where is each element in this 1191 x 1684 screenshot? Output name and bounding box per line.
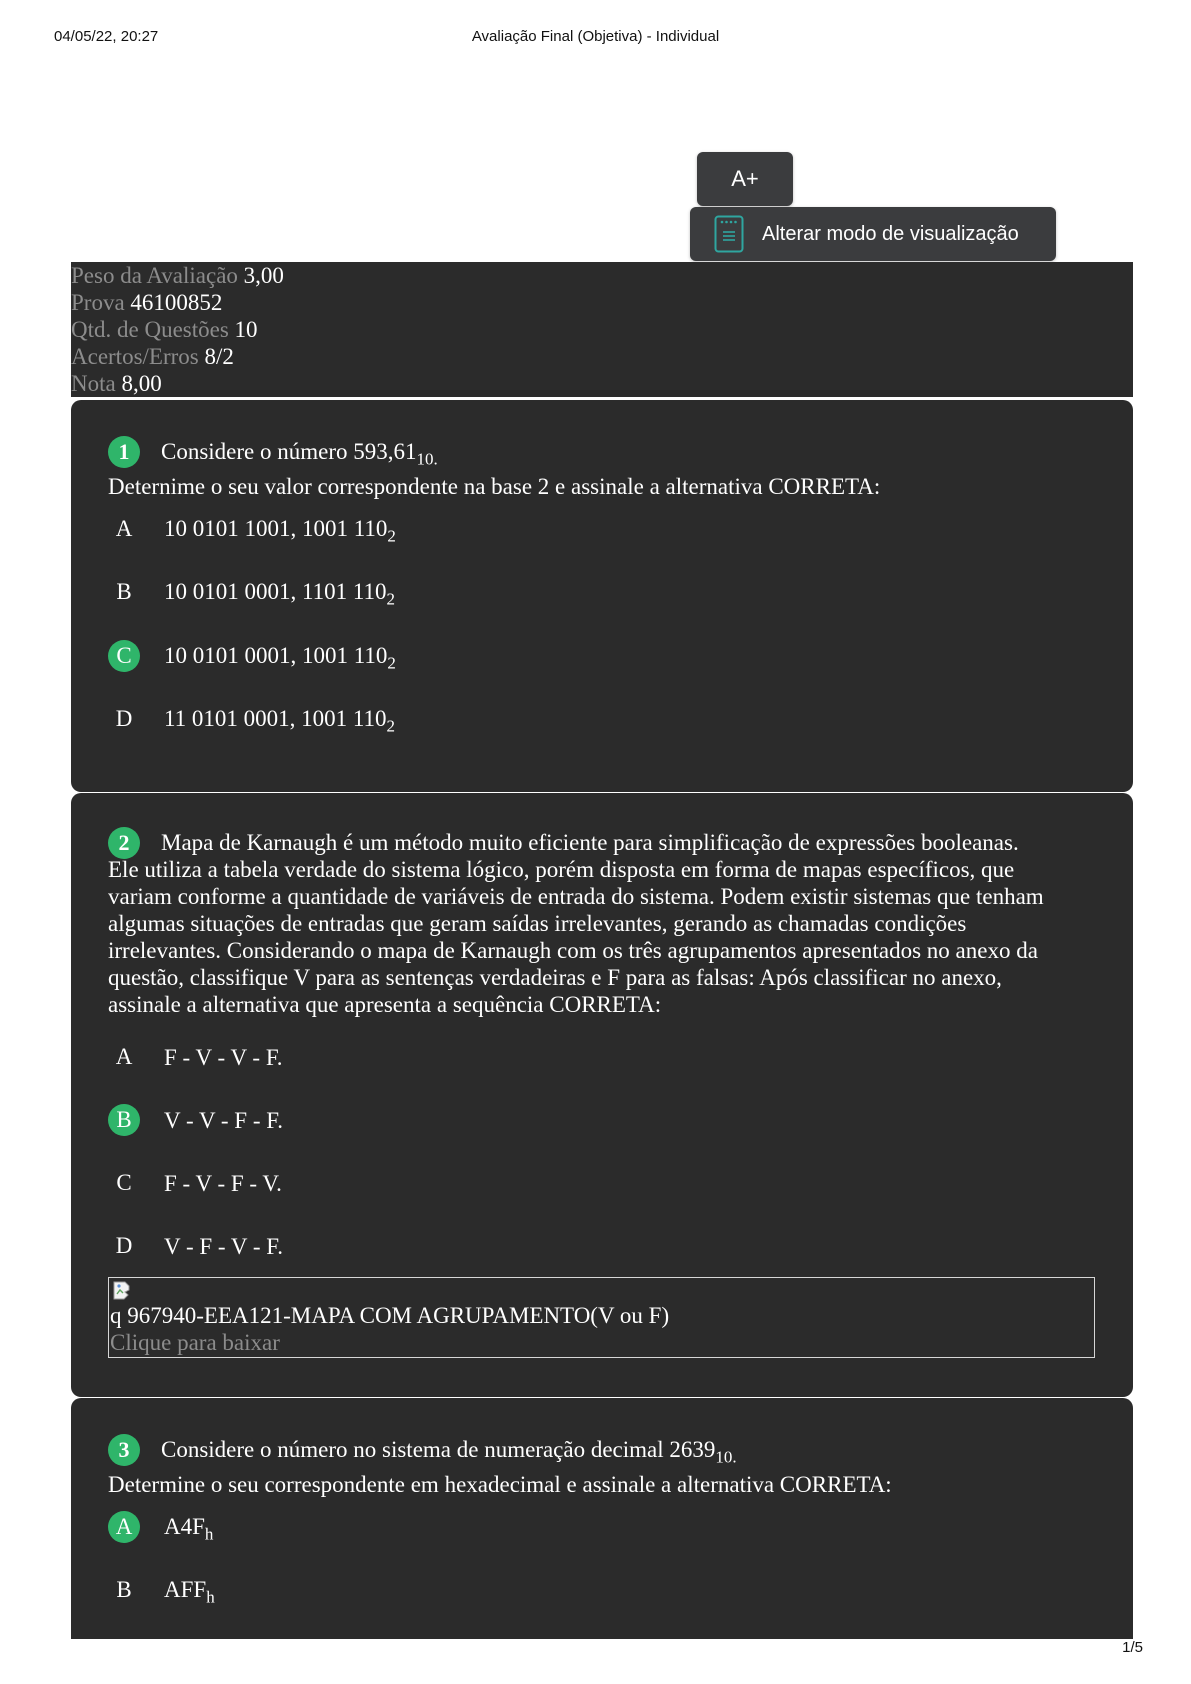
download-link[interactable]: Clique para baixar — [110, 1330, 280, 1355]
attachment-filename[interactable]: q 967940-EEA121-MAPA COM AGRUPAMENTO(V ou F) — [110, 1303, 670, 1328]
print-date: 04/05/22, 20:27 — [54, 28, 159, 45]
option-c-text[interactable]: F - V - F - V. — [164, 1171, 282, 1196]
option-a-letter[interactable]: A — [115, 1044, 133, 1069]
summary-prova: Prova 46100852 — [71, 290, 223, 315]
option-c-text[interactable]: 10 0101 0001, 1001 $110_2$ — [164, 643, 396, 673]
option-a-text[interactable]: $A4F_h$ — [164, 1514, 214, 1544]
option-d-letter[interactable]: D — [115, 1233, 133, 1258]
attachment-box[interactable] — [108, 1277, 1095, 1358]
summary-peso: Peso da Avaliação 3,00 — [71, 263, 284, 288]
question-card-2 — [71, 793, 1133, 1397]
print-title: Avaliação Final (Objetiva) - Individual — [471, 28, 720, 45]
increase-font-button[interactable]: A+ — [697, 152, 793, 206]
question-number-badge: 3 — [108, 1434, 140, 1466]
option-d-letter[interactable]: D — [115, 706, 133, 731]
summary-acertos: Acertos/Erros 8/2 — [71, 344, 234, 369]
view-mode-label: Alterar modo de visualização — [762, 222, 1019, 245]
option-b-letter[interactable]: B — [116, 579, 132, 604]
question-number-badge: 1 — [108, 436, 140, 468]
broken-image-icon — [111, 1280, 133, 1302]
option-d-text[interactable]: 11 0101 0001, 1001 $110_2$ — [164, 706, 396, 736]
question-text: Mapa de Karnaugh é um método muito eficiente para simplificação de expressões booleanas. Ele utiliza a tabela verdade do sistema lógico, porém disposta em forma de mapas específicos, que variam conforme a quantidade de variáveis de entrada do sistema. Podem existir sistemas que tenham algumas situações de entradas que geram saídas irrelevantes, gerando as chamadas condições irrelevantes. Considerando o mapa de Karnaugh com os três agrupamentos apresentados no anexo da questão, classifique V para as sentenças verdadeiras e F para as falsas: Após classificar no anexo, assinale a alternativa que apresenta a sequência CORRETA: — [108, 830, 1044, 1017]
page-number: 1/5 — [1122, 1639, 1143, 1656]
option-c-letter[interactable]: C — [116, 1170, 132, 1195]
option-a-text[interactable]: F - V - V - F. — [164, 1045, 283, 1070]
option-a-letter[interactable]: A — [115, 516, 133, 541]
document-icon — [714, 215, 744, 253]
option-b-letter-correct[interactable]: B — [108, 1104, 140, 1136]
evaluation-summary — [71, 262, 1133, 397]
summary-nota: Nota 8,00 — [71, 371, 162, 396]
option-b-text[interactable]: 10 0101 0001, 1101 $110_2$ — [164, 579, 396, 609]
option-b-letter[interactable]: B — [116, 1577, 132, 1602]
option-b-text[interactable]: V - V - F - F. — [164, 1108, 283, 1133]
view-mode-button[interactable] — [690, 207, 1056, 261]
summary-questoes: Qtd. de Questões 10 — [71, 317, 258, 342]
question-text: Considere o número $593,61_{10.}$ Deternime o seu valor correspondente na base 2 e assinale a alternativa CORRETA: — [108, 439, 881, 499]
option-d-text[interactable]: V - F - V - F. — [164, 1234, 283, 1259]
question-number-badge: 2 — [108, 827, 140, 859]
question-text: Considere o número no sistema de numeração decimal $2639_{10.}$ Determine o seu correspondente em hexadecimal e assinale a alternativa CORRETA: — [108, 1437, 892, 1497]
option-a-letter-correct[interactable]: A — [108, 1511, 140, 1543]
option-b-text[interactable]: $AFF_h$ — [164, 1577, 215, 1607]
question-card-1 — [71, 400, 1133, 792]
question-card-3 — [71, 1398, 1133, 1639]
option-a-text[interactable]: 10 0101 1001, 1001 $110_2$ — [164, 516, 396, 546]
option-c-letter-correct[interactable]: C — [108, 640, 140, 672]
